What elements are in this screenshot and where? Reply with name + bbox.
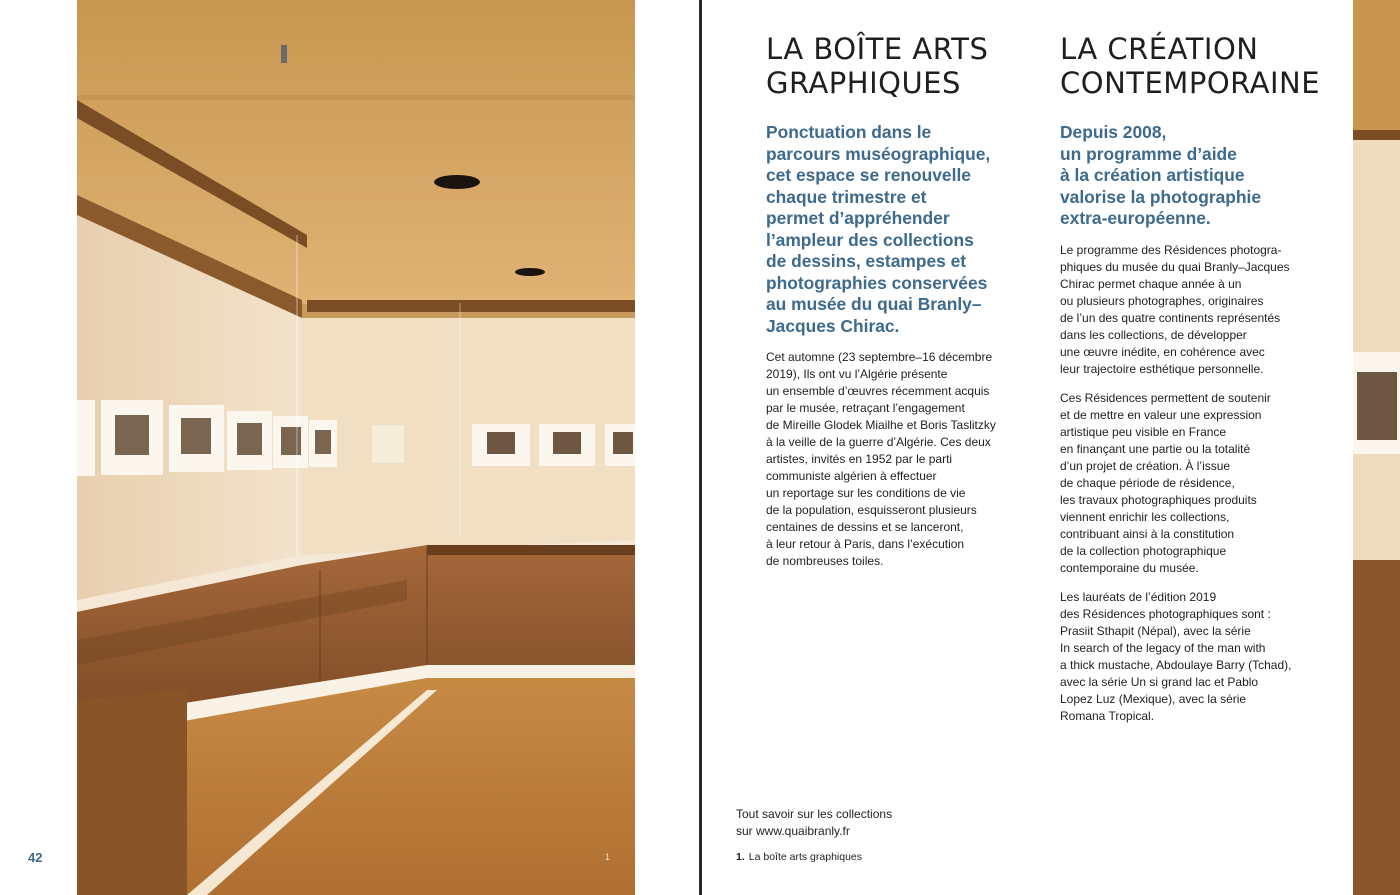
gallery-photo — [77, 0, 635, 895]
caption-number: 1. — [736, 851, 745, 863]
body-paragraph — [766, 349, 1028, 570]
body-line: un ensemble d’œuvres récemment acquis — [766, 384, 990, 398]
body-paragraph — [1060, 390, 1328, 577]
body-line: de Mireille Glodek Miailhe et Boris Taslitzky — [766, 418, 996, 432]
body-line: Lopez Luz (Mexique), avec la série — [1060, 691, 1247, 706]
body-line: Le programme des Résidences photogra- — [1060, 242, 1282, 257]
lead-line: de dessins, estampes et — [766, 251, 967, 271]
gallery-photo-edge-illustration — [1353, 0, 1400, 895]
body-line: à leur retour à Paris, dans l’exécution — [766, 537, 965, 551]
body-line: par le musée, retraçant l’engagement — [766, 401, 965, 415]
lead-line: l’ampleur des collections — [766, 229, 974, 250]
body-line: Les lauréats de l’édition 2019 — [1060, 589, 1217, 604]
lead-line: un programme d’aide — [1060, 143, 1237, 164]
body-paragraph — [1060, 242, 1328, 378]
body-line: 2019), Ils ont vu l’Algérie présente — [766, 367, 948, 381]
body-line: artistique peu visible en France — [1060, 424, 1227, 439]
column-creation-contemporaine — [1060, 32, 1328, 737]
caption-text: La boîte arts graphiques — [748, 851, 863, 863]
lead-paragraph — [1060, 122, 1328, 230]
body-line: Prasiit Sthapit (Népal), avec la série — [1060, 623, 1251, 638]
body-line: en finançant une partie ou la totalité — [1060, 441, 1251, 456]
title-line: LA CRÉATION — [1060, 32, 1259, 66]
body-line: centaines de dessins et se lanceront, — [766, 520, 964, 534]
body-line: In search of the legacy of the man with — [1060, 640, 1266, 655]
body-line: contribuant ainsi à la constitution — [1060, 526, 1235, 541]
lead-line: cet espace se renouvelle — [766, 165, 971, 185]
title-line: LA BOÎTE ARTS — [766, 32, 989, 66]
body-line: leur trajectoire esthétique personnelle. — [1060, 361, 1264, 376]
photo-index-label: 1 — [605, 852, 611, 862]
body-line: a thick mustache, Abdoulaye Barry (Tchad), — [1060, 657, 1292, 672]
section-title — [766, 32, 1028, 100]
title-line: CONTEMPORAINE — [1060, 66, 1321, 100]
body-line: les travaux photographiques produits — [1060, 492, 1257, 507]
body-line: de l’un des quatre continents représentés — [1060, 310, 1281, 325]
body-line: de chaque période de résidence, — [1060, 475, 1235, 490]
lead-line: Depuis 2008, — [1060, 122, 1167, 142]
lead-line: à la création artistique — [1060, 165, 1245, 185]
page-number: 42 — [28, 850, 43, 865]
body-paragraph — [1060, 589, 1328, 725]
gallery-photo-edge — [1353, 0, 1400, 895]
body-line: de la collection photographique — [1060, 543, 1227, 558]
body-line: communiste algérien à effectuer — [766, 469, 937, 483]
spine-divider — [699, 0, 702, 895]
body-line: avec la série Un si grand lac et Pablo — [1060, 674, 1259, 689]
body-line: Cet automne (23 septembre–16 décembre — [766, 350, 993, 364]
body-line: ou plusieurs photographes, originaires — [1060, 293, 1264, 308]
lead-line: chaque trimestre et — [766, 186, 927, 207]
lead-line: photographies conservées — [766, 272, 988, 293]
body-line: un reportage sur les conditions de vie — [766, 486, 966, 500]
body-line: une œuvre inédite, en cohérence avec — [1060, 344, 1265, 359]
body-line: Ces Résidences permettent de soutenir — [1060, 390, 1271, 405]
body-line: Chirac permet chaque année à un — [1060, 276, 1242, 291]
body-line: artistes, invités en 1952 par le parti — [766, 452, 953, 466]
lead-paragraph — [766, 122, 1028, 337]
lead-line: Ponctuation dans le — [766, 122, 932, 142]
body-line: des Résidences photographiques sont : — [1060, 606, 1271, 621]
body-line: d’un projet de création. À l’issue — [1060, 458, 1231, 473]
lead-line: au musée du quai Branly– — [766, 294, 982, 314]
lead-line: permet d’appréhender — [766, 208, 950, 228]
body-line: Romana Tropical. — [1060, 708, 1155, 723]
title-line: GRAPHIQUES — [766, 66, 961, 100]
body-line: contemporaine du musée. — [1060, 560, 1199, 575]
column-arts-graphiques — [766, 32, 1028, 582]
body-line: et de mettre en valeur une expression — [1060, 407, 1262, 422]
lead-line: parcours muséographique, — [766, 143, 991, 164]
collections-info — [736, 806, 892, 840]
body-line: phiques du musée du quai Branly–Jacques — [1060, 259, 1290, 274]
body-line: dans les collections, de développer — [1060, 327, 1247, 342]
body-line: de nombreuses toiles. — [766, 554, 884, 568]
lead-line: Jacques Chirac. — [766, 315, 900, 336]
info-line: Tout savoir sur les collections — [736, 807, 893, 821]
gallery-photo-illustration — [77, 0, 635, 895]
info-link[interactable]: sur www.quaibranly.fr — [736, 824, 850, 838]
body-line: de la population, esquisseront plusieurs — [766, 503, 977, 517]
lead-line: valorise la photographie — [1060, 186, 1262, 207]
body-line: à la veille de la guerre d’Algérie. Ces deux — [766, 435, 991, 449]
body-line: viennent enrichir les collections, — [1060, 509, 1230, 524]
lead-line: extra-européenne. — [1060, 208, 1211, 228]
photo-caption — [736, 851, 862, 863]
section-title — [1060, 32, 1328, 100]
